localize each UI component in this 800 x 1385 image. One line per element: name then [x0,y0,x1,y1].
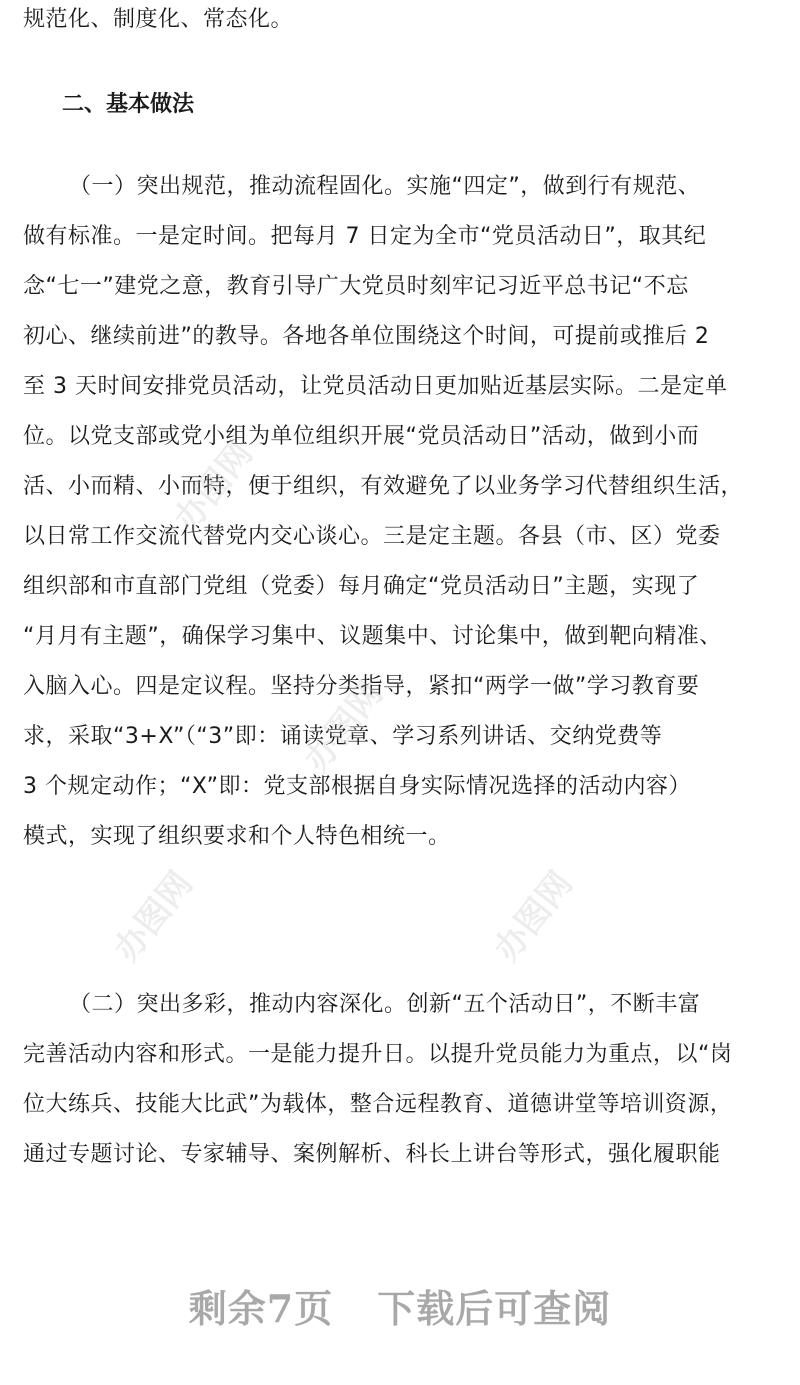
watermark: 办图网 [106,864,201,970]
text-line: 做有标准。一是定时间。把每月 7 日定为全市“党员活动日”，取其纪 [23,224,707,249]
download-prompt-text: 下载后可查阅 [377,1286,612,1331]
watermark: 办图网 [486,864,581,970]
text-line: 念“七一”建党之意，教育引导广大党员时刻牢记习近平总书记“不忘 [23,274,689,299]
opening-line: 规范化、制度化、常态化。 [23,7,294,32]
watermark: 办图网 [166,434,261,540]
text-line: （一）突出规范，推动流程固化。实施“四定”，做到行有规范、 [69,174,701,199]
text-line: 初心、继续前进”的教导。各地各单位围绕这个时间，可提前或推后 2 [23,324,710,349]
text-line: 通过专题讨论、专家辅导、案例解析、科长上讲台等形式，强化履职能 [23,1142,721,1167]
text-line: 活、小而精、小而特，便于组织，有效避免了以业务学习代替组织生活， [23,474,744,499]
text-line: 入脑入心。四是定议程。坚持分类指导，紧扣“两学一做”学习教育要 [23,674,700,699]
paragraph-2 [23,980,779,1180]
text-line: 3 个规定动作；“X”即：党支部根据自身实际情况选择的活动内容） [23,774,691,799]
watermark: 办图网 [296,674,391,780]
download-banner[interactable] [0,1278,800,1333]
text-line: “月月有主题”，确保学习集中、议题集中、讨论集中，做到靶向精准、 [23,624,722,649]
text-line: 模式，实现了组织要求和个人特色相统一。 [23,824,451,849]
text-line: （二）突出多彩，推动内容深化。创新“五个活动日”，不断丰富 [69,992,701,1017]
paragraph-1 [23,162,779,862]
text-line: 完善活动内容和形式。一是能力提升日。以提升党员能力为重点，以“岗 [23,1042,733,1067]
opening-line-block [23,0,779,45]
text-line: 至 3 天时间安排党员活动，让党员活动日更加贴近基层实际。二是定单 [23,374,728,399]
text-line: 位。以党支部或党小组为单位组织开展“党员活动日”活动，做到小而 [23,424,700,449]
remaining-pages-text: 剩余7页 [188,1286,334,1331]
text-line: 以日常工作交流代替党内交心谈心。三是定主题。各县（市、区）党委 [23,524,721,549]
text-line: 位大练兵、技能大比武”为载体，整合远程教育、道德讲堂等培训资源， [23,1092,733,1117]
section-heading: 二、基本做法 [62,92,195,117]
text-line: 求，采取“3+X”（“3”即：诵读党章、学习系列讲话、交纳党费等 [23,724,663,749]
text-line: 组织部和市直部门党组（党委）每月确定“党员活动日”主题，实现了 [23,574,700,599]
